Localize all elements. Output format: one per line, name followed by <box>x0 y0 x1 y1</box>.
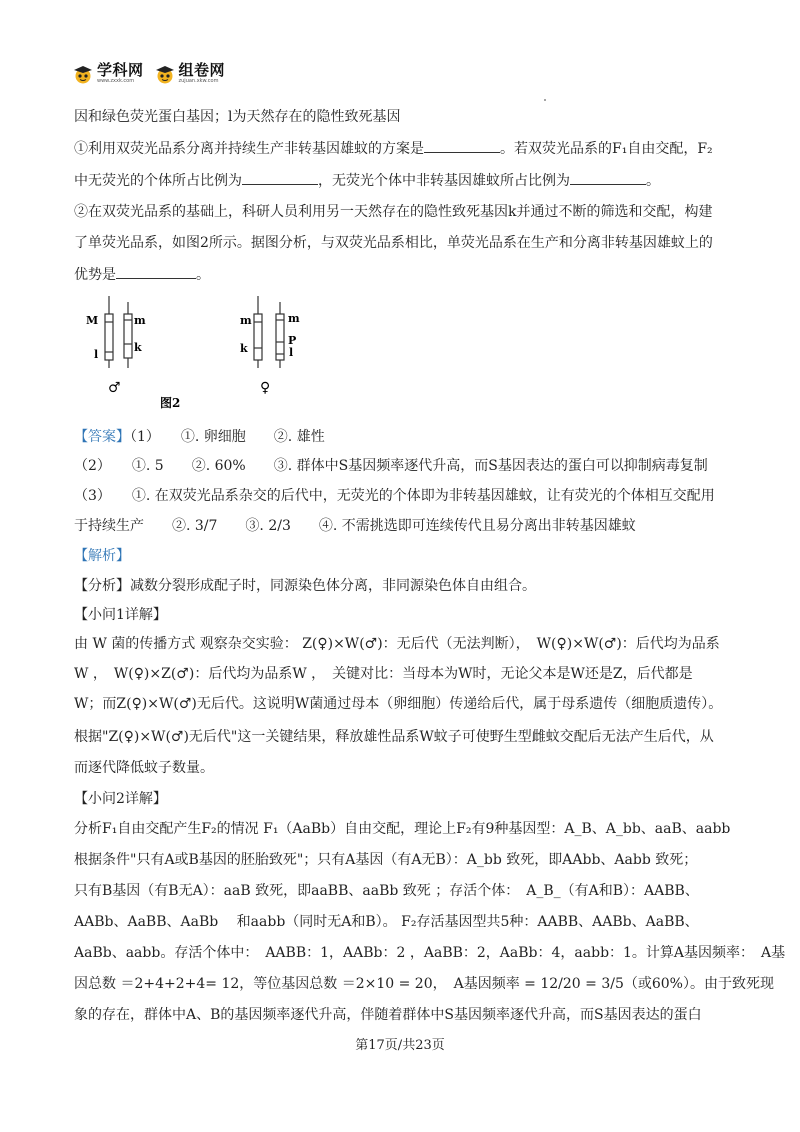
answer-line <box>74 427 325 447</box>
gene-label: M <box>86 314 99 327</box>
section-title: 【小问1详解】 <box>74 607 167 623</box>
gene-label: P <box>288 334 297 347</box>
chromosome-female-right <box>276 302 284 368</box>
answer-line: （3） ①. 在双荧光品系杂交的后代中，无荧光的个体即为非转基因雄蚊，让有荧光的个体相互交配用 <box>74 488 715 504</box>
question-line: 了单荧光品系，如图2所示。据图分析，与双荧光品系相比，单荧光品系在生产和分离非转基因雄蚊上的 <box>74 235 713 251</box>
answer-line: （2） ①. 5 ②. 60% ③. 群体中S基因频率逐代升高，而S基因表达的蛋白可以抑制病毒复制 <box>74 458 708 474</box>
answer-blank <box>570 170 646 185</box>
analysis-line: AABb、AaBB、AaBb 和aabb（同时无A和B）。 F₂存活基因型共5种：AABB、AABb、AaBB、 <box>74 914 699 930</box>
question-text: ，无荧光个体中非转基因雄蚊所占比例为 <box>318 173 570 189</box>
question-text: 优势是 <box>74 267 116 283</box>
female-symbol: ♀ <box>260 380 271 396</box>
analysis-line: 分析F₁自由交配产生F₂的情况 F₁（AaBb）自由交配，理论上F₂有9种基因型：A_B、A_bb、aaB、aabb <box>74 821 731 837</box>
question-line: 因和绿色荧光蛋白基因；l为天然存在的隐性致死基因 <box>74 109 401 125</box>
analysis-line: AaBb、aabb。存活个体中： AABB：1，AABb：2 ，AaBB：2，AaBb：4，aabb：1。计算A基因频率： A基 <box>74 945 786 961</box>
gene-label: l <box>289 346 294 359</box>
logo-url: www.zxxk.com <box>97 78 135 84</box>
question-line <box>74 264 210 285</box>
male-symbol: ♂ <box>108 380 121 396</box>
question-line <box>74 138 713 159</box>
gene-label: k <box>240 342 248 355</box>
analysis-line: 因总数 ＝2+4+2+4= 12，等位基因总数 ＝2×10 = 20， A基因频率 = 12/20 = 3/5（或60%）。由于致死现 <box>74 976 774 992</box>
answer-blank <box>424 138 500 153</box>
logo-name: 学科网 <box>97 61 144 79</box>
analysis-line: W；而Z(♀)×W(♂)无后代。这说明W菌通过母本（卵细胞）传递给后代，属于母系遗传（细胞质遗传）。 <box>74 696 723 712</box>
section-title: 【小问2详解】 <box>74 791 167 807</box>
gene-label: k <box>134 341 142 354</box>
analysis-line: 而逐代降低蚊子数量。 <box>74 760 214 776</box>
gene-label: l <box>94 348 99 361</box>
analysis-line: 只有B基因（有B无A）：aaB 致死，即aaBB、aaBb 致死 ；存活个体： A_B_（有A和B）：AABB、 <box>74 883 699 899</box>
header-logos <box>72 63 225 84</box>
chromosome-figure <box>80 294 330 416</box>
logo-name: 组卷网 <box>178 61 226 79</box>
gene-label: m <box>134 314 146 327</box>
answer-tag: 【答案】 <box>74 429 130 445</box>
mascot-icon <box>154 64 176 84</box>
chromosome-female-left <box>254 296 262 368</box>
figure-caption: 图2 <box>160 396 181 410</box>
question-line <box>74 170 660 191</box>
question-line: ②在双荧光品系的基础上，科研人员利用另一天然存在的隐性致死基因k并通过不断的筛选和交配，构建 <box>74 204 713 220</box>
question-text: ①利用双荧光品系分离并持续生产非转基因雄蚊的方案是 <box>74 141 424 157</box>
question-text: 。若双荧光品系的F₁自由交配，F₂ <box>500 141 713 157</box>
analysis-line: 根据条件"只有A或B基因的胚胎致死"；只有A基因（有A无B）：A_bb 致死，即AAbb、Aabb 致死； <box>74 852 698 868</box>
analysis-line: 【分析】减数分裂形成配子时，同源染色体分离，非同源染色体自由组合。 <box>74 578 536 594</box>
gene-label: m <box>288 312 300 325</box>
answer-line: 于持续生产 ②. 3/7 ③. 2/3 ④. 不需挑选即可连续传代且易分离出非转基因雄蚊 <box>74 518 636 534</box>
question-text: 。 <box>196 267 210 283</box>
answer-text: （1） ①. 卵细胞 ②. 雄性 <box>130 429 325 445</box>
logo-url: zujuan.xkw.com <box>178 78 219 84</box>
page-number: 第17页/共23页 <box>355 1038 445 1053</box>
logo-zujuanwang <box>154 63 226 84</box>
analysis-tag: 【解析】 <box>74 548 130 564</box>
mascot-icon <box>72 64 94 84</box>
question-text: 。 <box>646 173 660 189</box>
logo-xuekewang <box>72 63 144 84</box>
chromosome-male-left <box>105 296 113 368</box>
scan-dot <box>544 99 546 101</box>
analysis-line: 根据"Z(♀)×W(♂)无后代"这一关键结果，释放雄性品系W蚊子可使野生型雌蚊交配后无法产生后代，从 <box>74 729 714 745</box>
analysis-line: 由 W 菌的传播方式 观察杂交实验： Z(♀)×W(♂)：无后代（无法判断）， W(♀)×W(♂)：后代均为品系 <box>74 636 720 652</box>
gene-label: m <box>240 314 252 327</box>
answer-blank <box>242 170 318 185</box>
answer-blank <box>116 264 196 279</box>
question-text: 中无荧光的个体所占比例为 <box>74 173 242 189</box>
chromosome-male-right <box>124 302 132 368</box>
analysis-line: 象的存在，群体中A、B的基因频率逐代升高，伴随着群体中S基因频率逐代升高，而S基因表达的蛋白 <box>74 1007 702 1023</box>
analysis-line: W ， W(♀)×Z(♂)：后代均为品系W ， 关键对比：当母本为W时，无论父本是W还是Z，后代都是 <box>74 666 693 682</box>
